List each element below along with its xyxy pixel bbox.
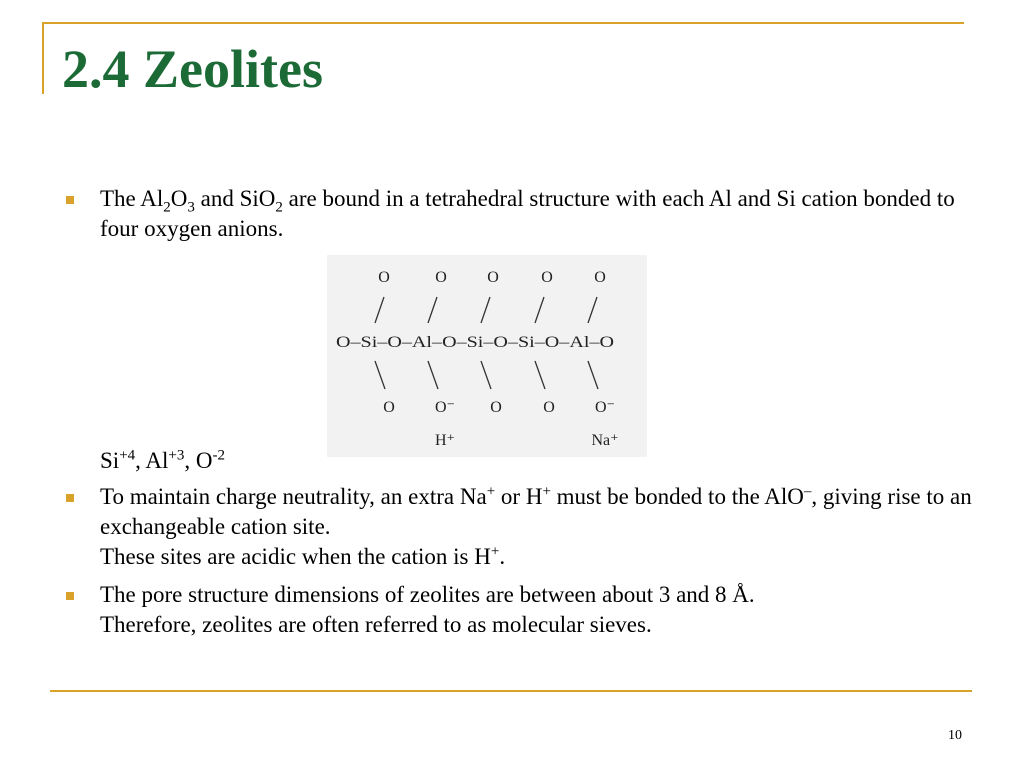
bottom-oxygen: O — [383, 399, 395, 416]
bottom-oxygen: O — [490, 399, 502, 416]
bottom-oxygen: O — [543, 399, 555, 416]
b2-sup-1: + — [486, 483, 496, 500]
charge-o: , O — [184, 448, 213, 473]
upper-bonds — [375, 297, 597, 323]
slide-title: 2.4 Zeolites — [62, 39, 323, 99]
top-oxygen: O — [487, 269, 499, 286]
b1-text-2: O — [170, 186, 188, 211]
ion-charges-line — [100, 446, 225, 476]
b2-line2-sup: + — [490, 543, 500, 560]
footer-rule — [50, 690, 972, 692]
frame-top-rule — [42, 22, 964, 24]
b2-sup-2: + — [542, 483, 551, 500]
b2-line2: These sites are acidic when the cation is H — [100, 544, 491, 569]
b2-sup-3: – — [803, 483, 812, 500]
bullet-square-icon — [66, 494, 74, 502]
b2-text-3: must be bonded to the AlO — [550, 484, 804, 509]
frame-left-rule — [42, 22, 44, 94]
b2-text-2: or H — [495, 484, 543, 509]
bullet-3 — [62, 580, 972, 640]
charge-o-sup: -2 — [212, 447, 225, 464]
bullet-2 — [62, 482, 972, 572]
top-oxygen: O — [378, 269, 390, 286]
b1-sub-3: 2 — [275, 199, 283, 216]
b2-line2-end: . — [499, 544, 506, 569]
b2-text-4: , giving rise to an exchangeable cation site. — [100, 484, 972, 539]
cation-h: H⁺ — [435, 432, 455, 449]
b1-text-1: The Al — [100, 186, 164, 211]
si-al-chain: O–Si–O–Al–O–Si–O–Si–O–Al–O — [336, 334, 614, 351]
b3-line1: The pore structure dimensions of zeolites are between about 3 and 8 Å. — [100, 582, 755, 607]
bullet-square-icon — [66, 196, 74, 204]
b1-text-3: and SiO — [194, 186, 276, 211]
b1-sub-1: 2 — [163, 199, 171, 216]
top-oxygen: O — [435, 269, 447, 286]
page-number: 10 — [948, 728, 962, 743]
b1-sub-2: 3 — [187, 199, 195, 216]
b3-line2: Therefore, zeolites are often referred to as molecular sieves. — [100, 612, 652, 637]
lower-bonds — [375, 361, 598, 389]
bullet-square-icon — [66, 592, 74, 600]
bullet-1 — [62, 184, 972, 244]
charge-si-sup: +4 — [119, 447, 136, 464]
top-oxygen: O — [594, 269, 606, 286]
zeolite-structure-diagram — [327, 255, 647, 457]
charge-al: , Al — [135, 448, 169, 473]
cation-na: Na⁺ — [591, 432, 619, 449]
charge-al-sup: +3 — [168, 447, 185, 464]
charge-si: Si — [100, 448, 120, 473]
bottom-oxygen: O⁻ — [435, 399, 455, 416]
b1-text-4: are bound in a tetrahedral structure with each Al and Si cation bonded to four oxygen anions. — [100, 186, 955, 241]
bottom-oxygen: O⁻ — [595, 399, 615, 416]
top-oxygen: O — [541, 269, 553, 286]
b2-text-1: To maintain charge neutrality, an extra Na — [100, 484, 487, 509]
